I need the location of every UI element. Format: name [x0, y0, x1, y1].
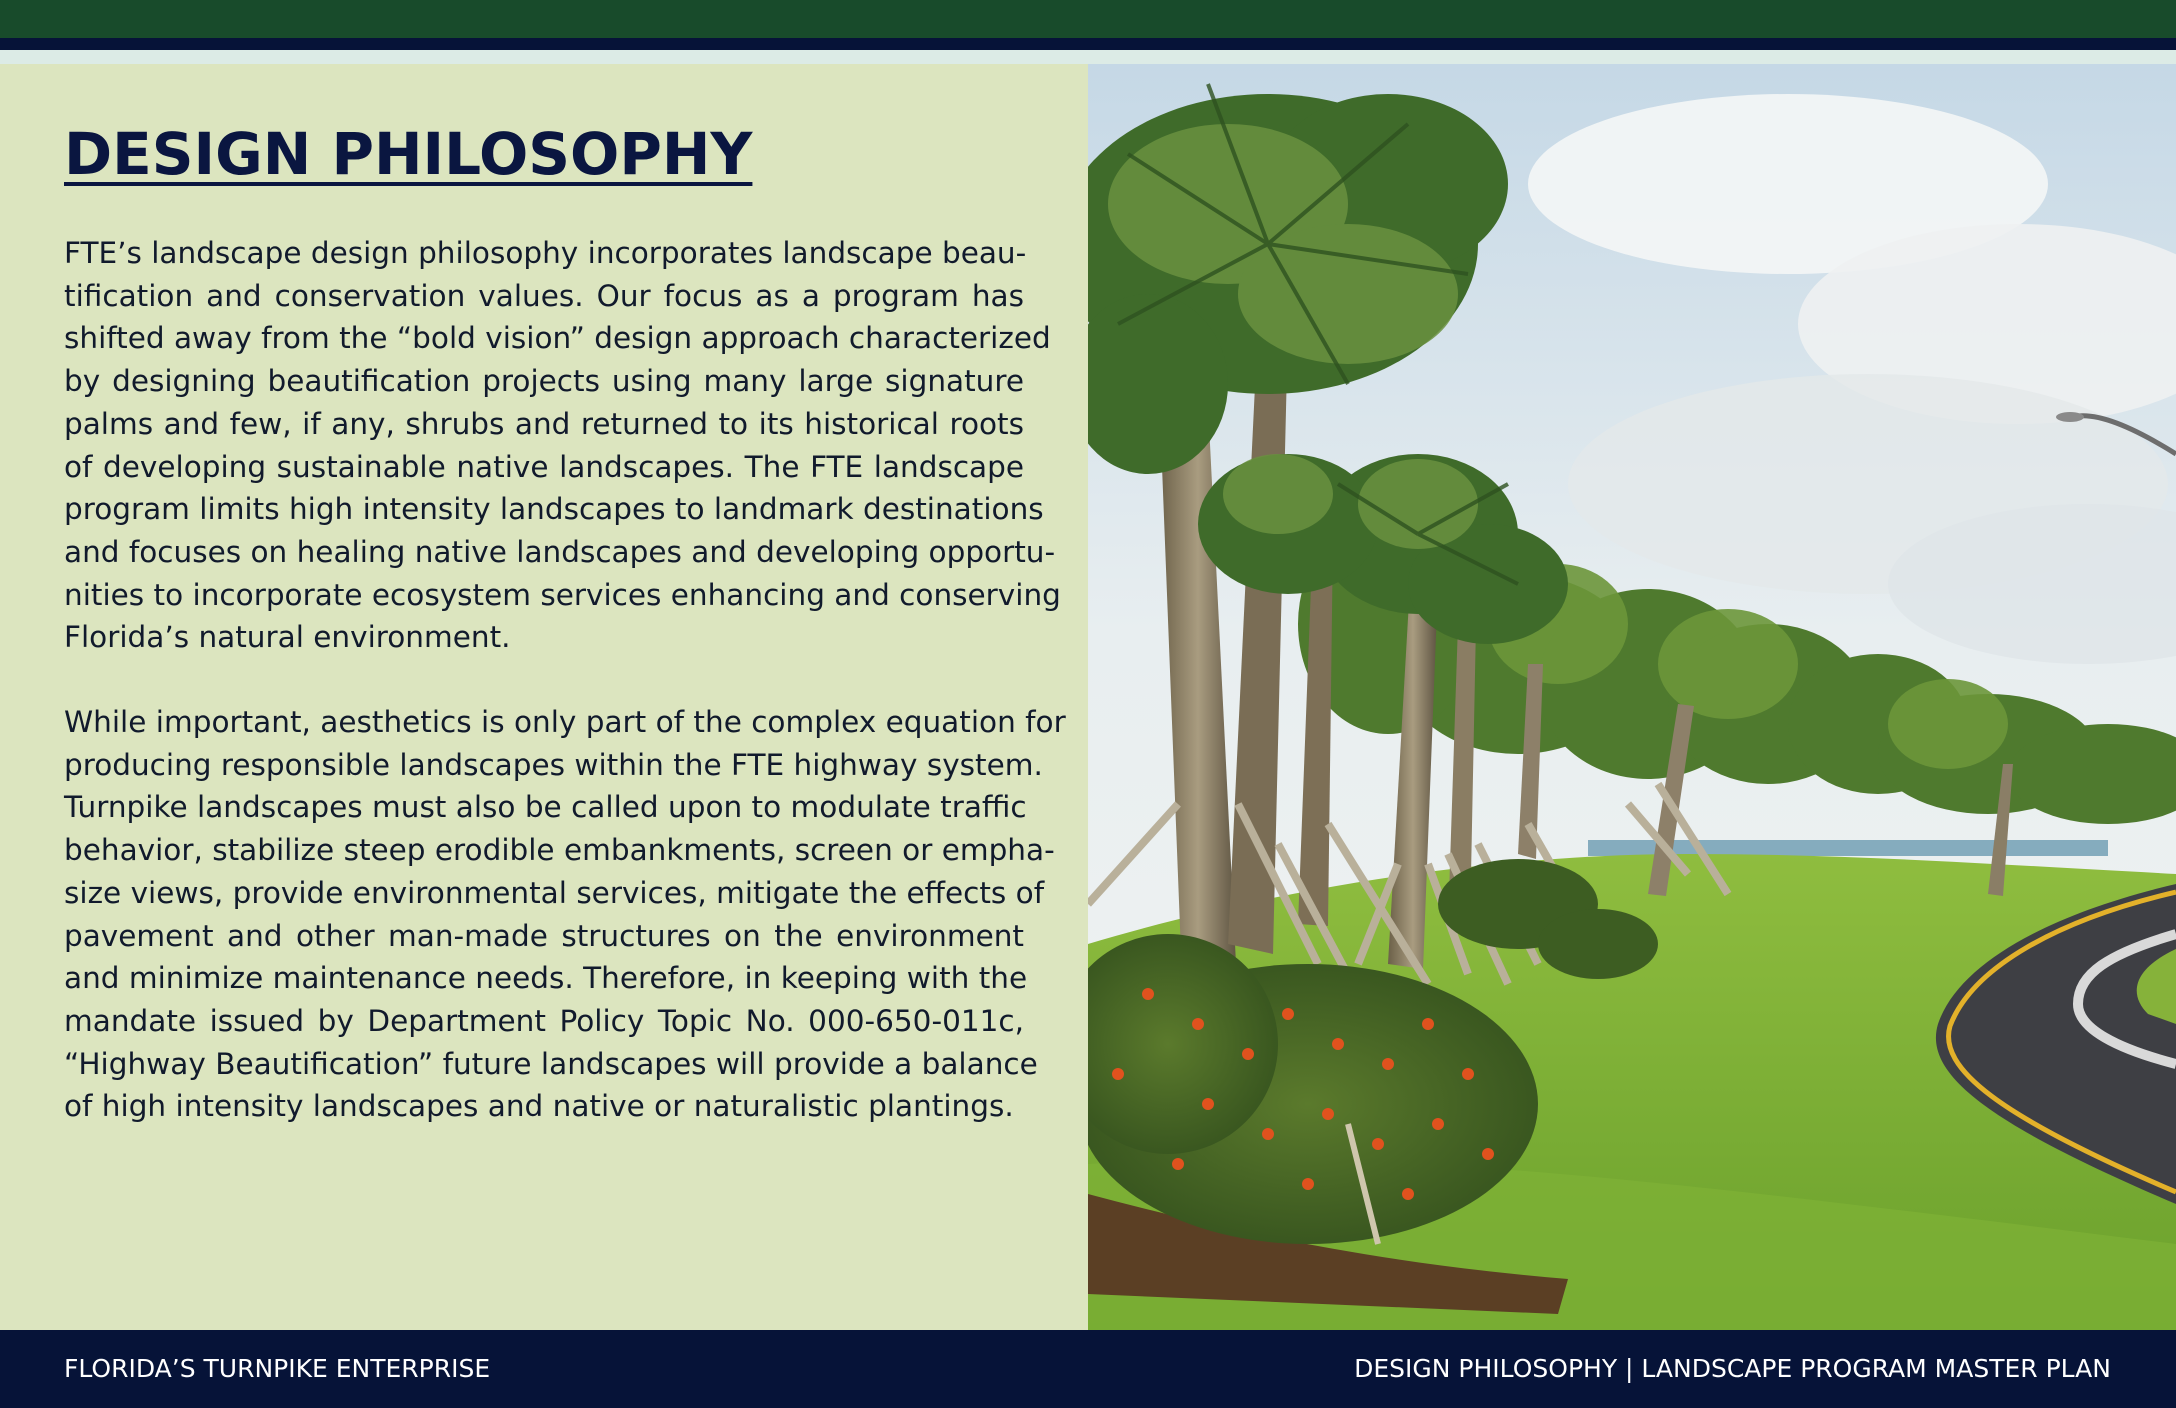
paragraph-line: by designing beautification projects using many large signature — [64, 364, 1024, 399]
paragraph-line: and focuses on healing native landscapes and developing opportu- — [64, 534, 1056, 569]
paragraph-line: of high intensity landscapes and native or naturalistic plantings. — [64, 1089, 1014, 1124]
paragraph-line: “Highway Beautification” future landscapes will provide a balance — [64, 1046, 1038, 1081]
page-title: DESIGN PHILOSOPHY — [64, 120, 753, 188]
top-light-band — [0, 50, 2176, 64]
paragraph-line: behavior, stabilize steep erodible embankments, screen or empha- — [64, 833, 1055, 868]
paragraph-line: and minimize maintenance needs. Therefore, in keeping with the — [64, 961, 1028, 996]
footer-bar — [0, 1330, 2176, 1408]
paragraph-line: shifted away from the “bold vision” design approach characterized — [64, 321, 1051, 356]
palm-trees-photo — [1088, 64, 2176, 1330]
paragraph-line: producing responsible landscapes within the FTE highway system. — [64, 747, 1043, 782]
footer-section-title: DESIGN PHILOSOPHY | LANDSCAPE PROGRAM MASTER PLAN — [1354, 1354, 2111, 1383]
footer-organization: FLORIDA’S TURNPIKE ENTERPRISE — [64, 1354, 491, 1383]
top-green-band — [0, 0, 2176, 38]
paragraph-line: While important, aesthetics is only part of the complex equation for — [64, 705, 1066, 739]
paragraph-line: pavement and other man-made structures on the environment — [64, 918, 1024, 953]
paragraph-line: size views, provide environmental services, mitigate the effects of — [64, 875, 1045, 910]
top-navy-band — [0, 38, 2176, 50]
paragraph-line: Florida’s natural environment. — [64, 620, 511, 655]
paragraph-line: Turnpike landscapes must also be called upon to modulate traffic — [64, 790, 1027, 825]
paragraph-1 — [64, 232, 1061, 659]
paragraph-line: FTE’s landscape design philosophy incorporates landscape beau- — [64, 236, 1027, 270]
paragraph-line: tification and conservation values. Our focus as a program has — [64, 278, 1024, 313]
paragraph-line: mandate issued by Department Policy Topic No. 000-650-011c, — [64, 1003, 1024, 1038]
paragraph-line: palms and few, if any, shrubs and returned to its historical roots — [64, 406, 1024, 441]
paragraph-2 — [64, 701, 1066, 1128]
paragraph-line: program limits high intensity landscapes to landmark destinations — [64, 492, 1044, 527]
paragraph-line: of developing sustainable native landscapes. The FTE landscape — [64, 449, 1024, 484]
paragraph-line: nities to incorporate ecosystem services enhancing and conserving — [64, 577, 1061, 612]
